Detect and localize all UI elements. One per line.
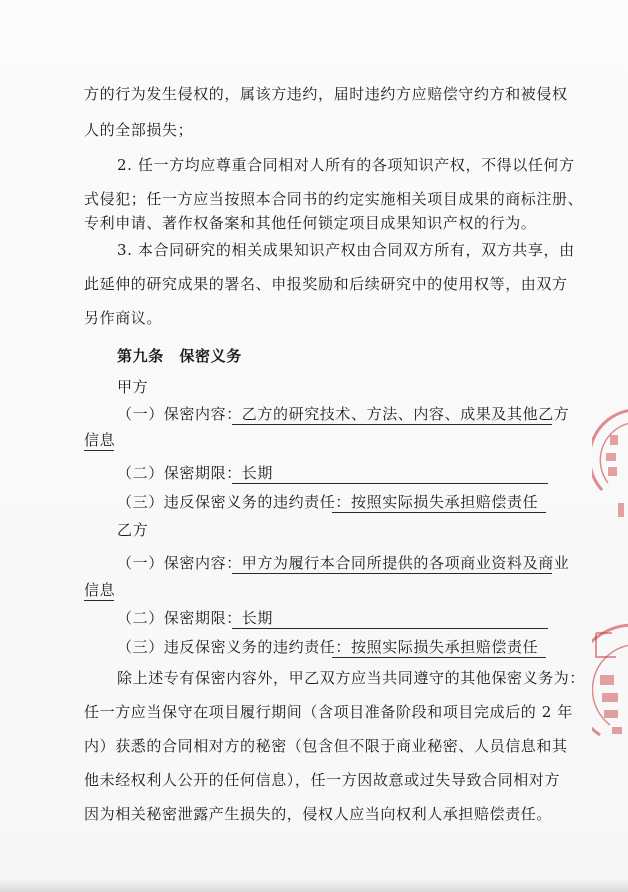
text-line: 信息 (84, 581, 116, 599)
text-line: 另作商议。 (84, 309, 163, 327)
underline (332, 512, 546, 513)
seal-stamp-graphic (592, 405, 628, 785)
text-line: 专利申请、著作权备案和其他任何锁定项目成果知识产权的行为。 (84, 214, 537, 232)
underline (232, 483, 548, 484)
text-line: 式侵犯；任一方应当按照本合同书的约定实施相关项目成果的商标注册、 (84, 190, 584, 208)
text-line: （三）违反保密义务的违约责任：按照实际损失承担赔偿责任 (117, 493, 539, 511)
text-line: 因为相关秘密泄露产生损失的，侵权人应当向权利人承担赔偿责任。 (84, 805, 553, 823)
section-heading: 第九条 保密义务 (117, 347, 242, 365)
text-line: （一）保密内容：甲方为履行本合同所提供的各项商业资料及商业 (117, 554, 570, 572)
party-label: 乙方 (117, 521, 149, 539)
underline (232, 424, 552, 425)
seal-stamp (592, 405, 628, 785)
underline (84, 600, 114, 601)
underline (232, 628, 548, 629)
text-line: （三）违反保密义务的违约责任：按照实际损失承担赔偿责任 (117, 638, 539, 656)
text-line: （二）保密期限：长期 (117, 464, 274, 482)
text-line: 除上述专有保密内容外，甲乙双方应当共同遵守的其他保密义务为： (117, 669, 586, 687)
text-line: 信息 (84, 431, 116, 449)
underline (332, 657, 546, 658)
text-line: 他未经权利人公开的任何信息），任一方因故意或过失导致合同相对方 (84, 771, 561, 789)
text-line: 任一方应当保守在项目履行期间（含项目准备阶段和项目完成后的 2 年 (84, 703, 573, 721)
text-line: 2. 任一方均应尊重合同相对人所有的各项知识产权，不得以任何方 (117, 156, 575, 174)
party-label: 甲方 (117, 378, 149, 396)
text-line: （一）保密内容：乙方的研究技术、方法、内容、成果及其他乙方 (117, 405, 570, 423)
text-line: 人的全部损失； (84, 121, 194, 139)
page-shadow (0, 878, 628, 892)
text-line: 3. 本合同研究的相关成果知识产权由合同双方所有，双方共享，由 (117, 241, 575, 259)
underline (232, 573, 552, 574)
text-line: 内）获悉的合同相对方的秘密（包含但不限于商业秘密、人员信息和其 (84, 737, 568, 755)
text-line: （二）保密期限：长期 (117, 609, 274, 627)
text-line: 此延伸的研究成果的署名、申报奖励和后续研究中的使用权等，由双方 (84, 275, 568, 293)
underline (84, 450, 114, 451)
text-line: 方的行为发生侵权的，属该方违约，届时违约方应赔偿守约方和被侵权 (84, 85, 568, 103)
